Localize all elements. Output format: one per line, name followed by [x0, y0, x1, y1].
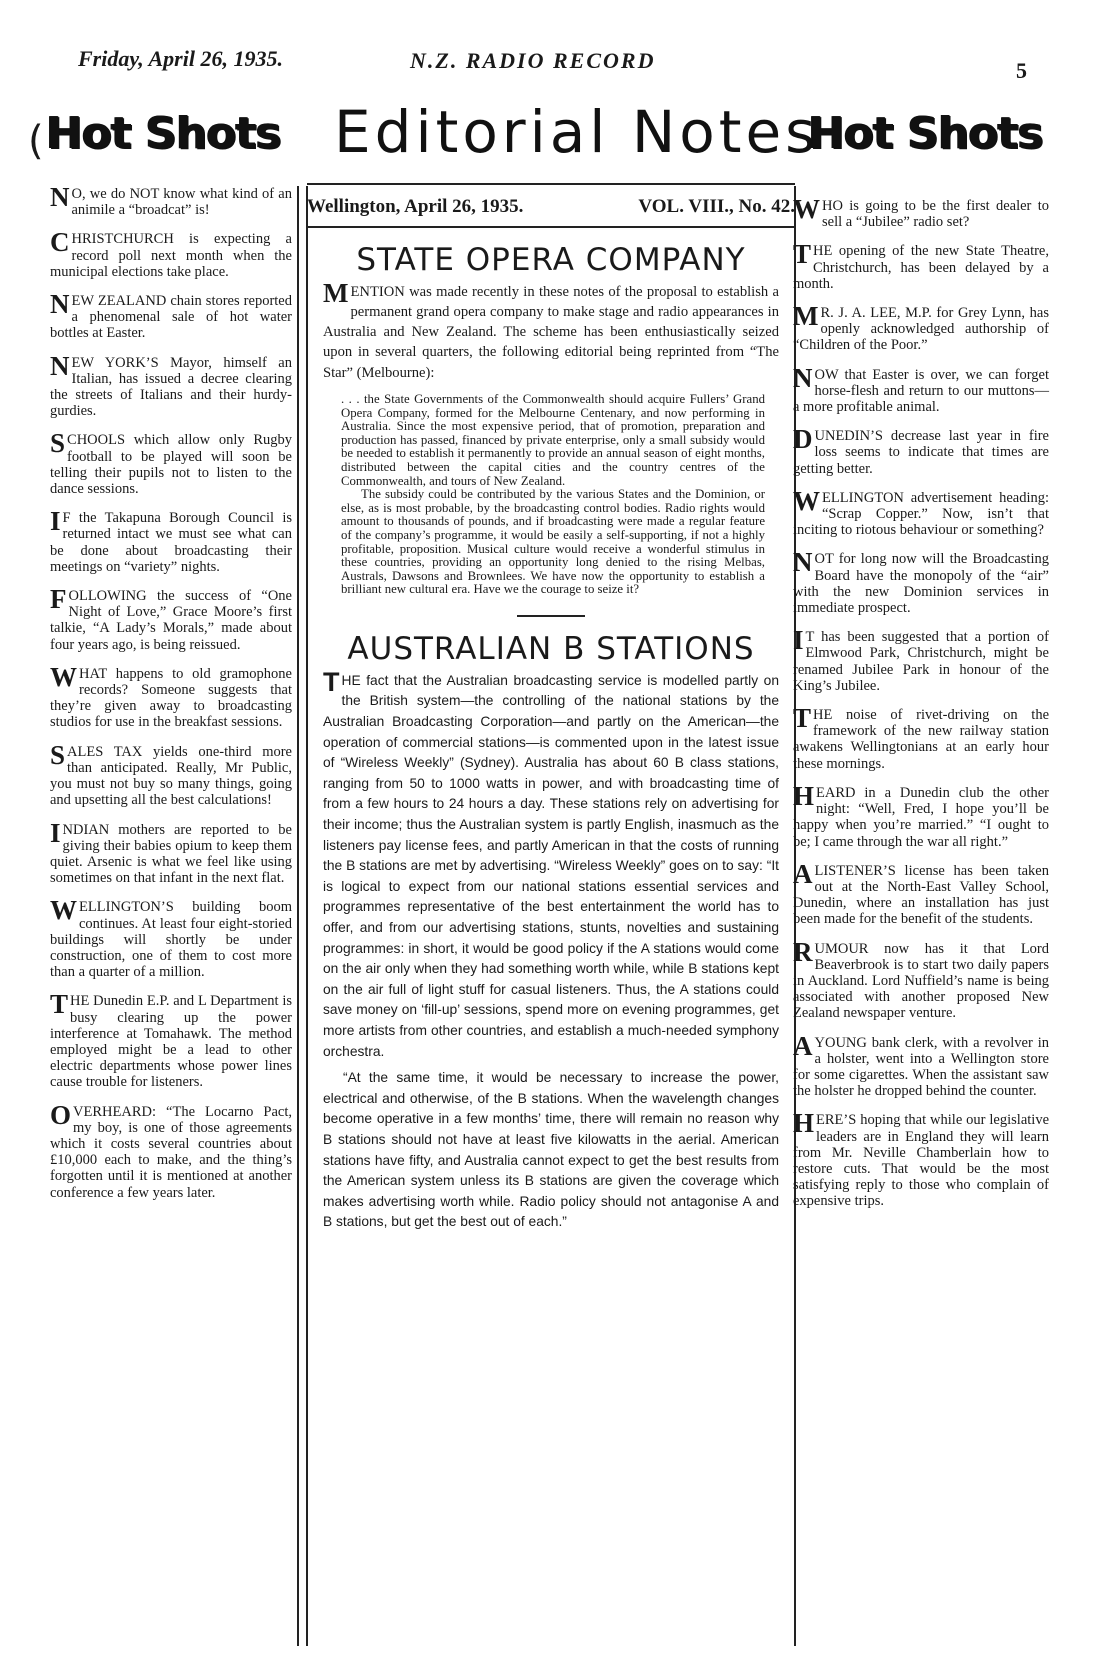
page-number: 5: [1016, 58, 1027, 83]
right-item: [793, 547, 1049, 617]
right-item: [793, 1108, 1049, 1210]
right-item: [793, 703, 1049, 772]
right-item-text: LISTENER’S license has been taken out at the North-East Valley School, Dunedin, where an installation has just been made for the benefit of the students.: [793, 862, 1049, 928]
left-item: [50, 350, 292, 420]
right-item-text: HE opening of the new State Theatre, Christchurch, has been delayed by a month.: [793, 243, 1049, 292]
drop-cap: T: [793, 239, 812, 270]
australian-b-p1: THE fact that the Australian broadcasting service is modelled partly on the British system—the controlling of the national stations by the Australian Broadcasting Corporation—and partly on the American—the operation of commercial stations—is commented upon in the latest issue of “Wireless Weekly” (Sydney). Australia has about 60 B class stations, ranging from 50 to 1000 watts in power, and with broadcasting time of from a few hours to 24 hours a day. These stations rely on advertising for their income; thus the Australian system is partly English, inasmuch as the listeners pay license fees, and partly American in that the costs of running the B stations are met by advertising. “Wireless Weekly” goes on to say: “It is logical to expect from our national stations essential services and programmes representative of the best entertainment the world has to offer, and from our advertising stations, stunts, novelties and sustaining programmes: in short, it would be good policy if the A stations would come on the air only when they had something worth while, while B stations kept on the air full of light stuff for casual listeners. Thus, the A stations could save money on ‘fill-up’ sessions, spend more on evening programmes, get more artists from other countries, and establish a much-needed symphony orchestra.: [323, 666, 779, 1059]
drop-cap: H: [793, 1108, 815, 1139]
left-hot-shots-column: [50, 182, 292, 1214]
right-item: [793, 485, 1049, 539]
right-item-text: UMOUR now has it that Lord Beaverbrook is to start two daily papers in Auckland. Lord Nuffield’s name is being associated with another proposed New Zealand newspaper venture.: [793, 940, 1049, 1022]
left-item-text: CHOOLS which allow only Rugby football to be played will soon be telling their pupils not to listen to the dance sessions.: [50, 432, 292, 498]
left-item-text: ELLINGTON’S building boom continues. At least four eight-storied buildings will shortly be under construction, one of them to cost more than a quarter of a million.: [50, 899, 292, 981]
left-item-text: VERHEARD: “The Locarno Pact, my boy, is one of those agreements which it costs several countries about £10,000 each to make, and the thing’s forgotten until it is mentioned at another conference a few years later.: [50, 1103, 292, 1201]
drop-cap: W: [50, 661, 77, 692]
dateline-volume: VOL. VIII., No. 42.: [638, 196, 795, 217]
drop-cap: D: [793, 424, 813, 455]
drop-cap: N: [793, 547, 813, 578]
bracket-ornament: (: [28, 118, 44, 164]
drop-cap: F: [50, 584, 67, 615]
right-item: [793, 194, 1049, 231]
right-item: [793, 362, 1049, 416]
left-item: [50, 739, 292, 809]
left-item: [50, 506, 292, 575]
left-item: [50, 661, 292, 731]
drop-cap: T: [793, 703, 812, 734]
drop-cap: N: [50, 350, 70, 381]
left-column-rule: [297, 186, 299, 1646]
right-item-text: OT for long now will the Broadcasting Board have the monopoly of the “air” with the new Dominion services in immediate prospect.: [793, 551, 1049, 617]
drop-cap: I: [793, 625, 804, 656]
dateline: [307, 186, 795, 218]
australian-b-headline: AUSTRALIAN B STATIONS: [347, 630, 755, 667]
drop-cap: N: [793, 362, 813, 393]
drop-cap: S: [50, 428, 66, 459]
left-item: [50, 289, 292, 342]
state-opera-quote-p1: . . . the State Governments of the Commonwealth should acquire Fullers’ Grand Opera Company, formed for the Melbourne Centenary, and now performing in Australia. Since the most expensive period, that of promotion, preparation and production has passed, financed by private enterprise, only a small subsidy would be needed to establish it permanently to provide an annual season of eight months, distributed between the capital cities and the country centres of the Commonwealth, and tours of New Zealand.: [341, 391, 765, 488]
drop-cap: I: [50, 506, 61, 537]
left-item: [50, 428, 292, 498]
state-opera-quote-p2: The subsidy could be contributed by the various States and the Dominion, or else, as is most probable, by the broadcasting control bodies. Radio rights would amount to thousands of pounds, and if broadcasting were made a regular feature of the company’s programme, it would be easily a self-supporting, if not a highly profitable, proposition. Musical culture would receive a wonderful stimulus in these countries, providing an opportunity long denied to the rising Melbas, Australs, Dawsons and Brownlees. We have now the opportunity to establish a brilliant new cultural era. Have we the courage to seize it?: [341, 487, 765, 597]
drop-cap: A: [793, 858, 813, 889]
drop-cap: W: [50, 895, 77, 926]
drop-cap: H: [793, 780, 815, 811]
right-item-text: R. J. A. LEE, M.P. for Grey Lynn, has openly acknowledged authorship of “Children of the Poor.”: [793, 305, 1049, 354]
drop-cap: S: [50, 739, 66, 770]
drop-cap: T: [50, 989, 69, 1020]
left-item-text: EW YORK’S Mayor, himself an Italian, has issued a decree clearing the streets of Italians and their hurdy-gurdies.: [50, 354, 292, 420]
editorial-notes-title: Editorial Notes: [334, 98, 820, 166]
left-item: [50, 182, 292, 219]
right-item: [793, 780, 1049, 850]
left-item-text: HRISTCHURCH is expecting a record poll next month when the municipal elections take place.: [50, 231, 292, 280]
left-item-text: NDIAN mothers are reported to be giving their babies opium to keep them quiet. Arsenic is what we feel like using sometimes on that infant in the next flat.: [50, 821, 292, 887]
right-item-text: UNEDIN’S decrease last year in fire loss seems to indicate that times are getting better.: [793, 428, 1049, 477]
drop-cap: W: [793, 485, 820, 516]
state-opera-intro: MENTION was made recently in these notes of the proposal to establish a permanent grand opera company to make stage and radio appearances in Australia and New Zealand. The scheme has been enthusiastically seized upon in several quarters, the following editorial being reprinted from “The Star” (Melbourne):: [323, 277, 779, 381]
drop-cap: M: [323, 277, 349, 308]
left-item-text: EW ZEALAND chain stores reported a phenomenal sale of hot water bottles at Easter.: [50, 293, 292, 342]
hot-shots-right-heading: Hot Shots: [808, 108, 1043, 159]
drop-cap: R: [793, 936, 813, 967]
drop-cap: C: [50, 227, 70, 258]
right-item: [793, 625, 1049, 694]
drop-cap: M: [793, 301, 819, 332]
left-item: [50, 227, 292, 280]
left-item-text: HAT happens to old gramophone records? Someone suggests that they’re given away to broadcasting studios for use in the breakfast sessions.: [50, 665, 292, 731]
right-item: [793, 424, 1049, 477]
left-item-text: ALES TAX yields one-third more than anticipated. Really, Mr Public, you must not buy so many things, going and upsetting all the best calculations!: [50, 743, 292, 809]
dateline-place-date: Wellington, April 26, 1935.: [307, 196, 524, 217]
right-item-text: T has been suggested that a portion of Elmwood Park, Christchurch, might be renamed Jubilee Park in honour of the King’s Jubilee.: [793, 629, 1049, 694]
right-item-text: ERE’S hoping that while our legislative leaders are in England they will learn from Mr. Neville Chamberlain how to restore cuts. That would be the most satisfying reply to those who complain of expensive trips.: [793, 1112, 1049, 1210]
dateline-rule: [307, 226, 795, 228]
right-item: [793, 239, 1049, 292]
publication-name: N.Z. RADIO RECORD: [410, 48, 656, 73]
left-item-text: F the Takapuna Borough Council is returned intact we must see what can be done about broadcasting their meetings on “variety” nights.: [50, 510, 292, 575]
drop-cap: O: [50, 1099, 72, 1130]
title-rule: [307, 183, 795, 185]
right-item-text: ELLINGTON advertisement heading: “Scrap Copper.” Now, isn’t that inciting to riotous behaviour or something?: [793, 489, 1049, 539]
right-item-text: HO is going to be the first dealer to sell a “Jubilee” radio set?: [822, 198, 1049, 231]
drop-cap: I: [50, 817, 61, 848]
left-item: [50, 584, 292, 653]
issue-date: Friday, April 26, 1935.: [78, 46, 283, 71]
left-item-text: O, we do NOT know what kind of an animile a “broadcat” is!: [71, 186, 292, 219]
left-item-text: HE Dunedin E.P. and L Department is busy clearing up the power interference at Tomahawk. The method employed might be a lead to other electric departments whose power lines cause trouble for listeners.: [50, 993, 292, 1091]
drop-cap: W: [793, 194, 820, 224]
left-item: [50, 817, 292, 887]
editorial-column: [307, 186, 795, 1233]
left-item: [50, 895, 292, 981]
right-hot-shots-column: [793, 194, 1049, 1223]
left-item: [50, 1099, 292, 1201]
left-item-text: OLLOWING the success of “One Night of Love,” Grace Moore’s first talkie, “A Lady’s Morals,” made about four years ago, is being reissued.: [50, 588, 292, 653]
drop-cap: N: [50, 182, 70, 212]
drop-cap: N: [50, 289, 70, 320]
section-divider: [517, 615, 585, 617]
right-item-text: OW that Easter is over, we can forget horse-flesh and return to our muttons—a more profitable animal.: [793, 366, 1049, 416]
state-opera-headline: STATE OPERA COMPANY: [356, 241, 746, 278]
drop-cap: T: [323, 666, 340, 697]
australian-b-p2: “At the same time, it would be necessary to increase the power, electrical and otherwise, of the B stations. When the wavelength changes become operative in a few months’ time, there will remain no reason why B stations should not have at least five kilowatts in the aerial. American stations have fifty, and Australia cannot expect to get the best results from the American system unless its B stations are given the coverage which makes advertising worth while. Radio policy should not antagonise A and B stations, but get the best out of each.”: [323, 1070, 779, 1230]
right-item: [793, 936, 1049, 1022]
drop-cap: A: [793, 1030, 813, 1061]
left-item: [50, 989, 292, 1091]
right-item-text: YOUNG bank clerk, with a revolver in a holster, went into a Wellington store for some cigarettes. When the assistant saw the holster he dropped behind the counter.: [793, 1034, 1049, 1100]
right-item: [793, 858, 1049, 928]
hot-shots-left-heading: Hot Shots: [46, 108, 281, 159]
right-item-text: HE noise of rivet-driving on the framework of the new railway station awakens Wellingtonians at an early hour these mornings.: [793, 707, 1049, 772]
right-item: [793, 1030, 1049, 1100]
state-opera-article: [307, 242, 795, 1233]
right-item-text: EARD in a Dunedin club the other night: “Well, Fred, I hope you’ll be happy when you’re married.” “I ought to be; I came through the war all right.”: [793, 784, 1049, 850]
right-item: [793, 301, 1049, 354]
